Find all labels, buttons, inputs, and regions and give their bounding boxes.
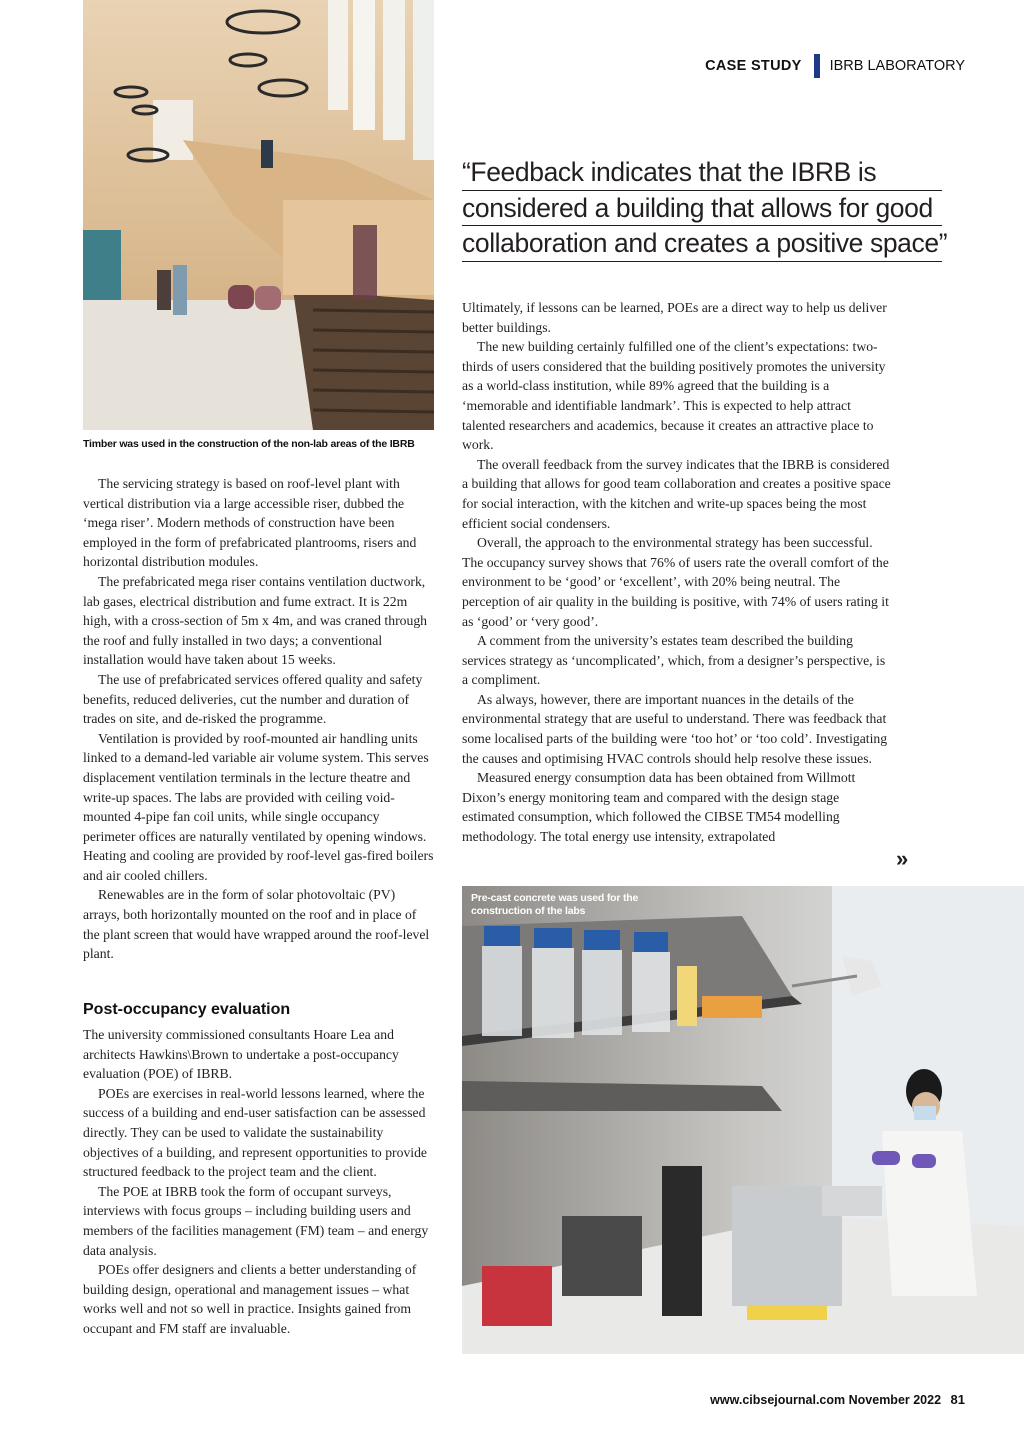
atrium-photo — [83, 0, 434, 430]
left-column — [83, 474, 435, 964]
lab-photo — [462, 886, 1024, 1354]
section-subheading: Post-occupancy evaluation — [83, 1001, 291, 1018]
body-paragraph: The overall feedback from the survey indicates that the IBRB is considered a building that allows for good team collaboration and creates a positive space for social interaction, with the kitchen and write-up spaces being the most efficient social condensers. — [462, 456, 891, 531]
body-paragraph: The prefabricated mega riser contains ventilation ductwork, lab gases, electrical distribution and fume extract. It is 22m high, with a cross-section of 5m x 4m, and was craned through the roof and fully installed in two days; a conventional installation would have taken about 15 weeks. — [83, 573, 428, 668]
pull-quote-line: “Feedback indicates that the IBRB is — [462, 155, 942, 191]
issue-date: November 2022 — [848, 1393, 942, 1407]
section-header — [705, 54, 965, 78]
body-paragraph: Ventilation is provided by roof-mounted air handling units linked to a demand-led variable air volume system. This serves displacement ventilation terminals in the lecture theatre and write-up spaces. The labs are provided with ceiling void-mounted 4-pipe fan coil units, while single occupancy perimeter offices are naturally ventilated by opening windows. Heating and cooling are provided by roof-level gas-fired boilers and air cooled chillers. — [83, 730, 434, 883]
topic-label: IBRB LABORATORY — [829, 58, 965, 74]
atrium-photo-caption: Timber was used in the construction of the non-lab areas of the IBRB — [83, 438, 415, 450]
body-paragraph: Overall, the approach to the environmental strategy has been successful. The occupancy survey shows that 76% of users rate the overall comfort of the environment to be ‘good’ or ‘excellent’, with 20% being neutral. The perception of air quality in the building is positive, with 74% of users rating it as ‘good’ or ‘very good’. — [462, 535, 889, 629]
body-paragraph: As always, however, there are important nuances in the details of the environmental strategy that are useful to understand. There was feedback that some localised parts of the building were ‘too hot’ or ‘too cold’. Investigating the causes and optimising HVAC controls should help resolve these issues. — [462, 691, 888, 766]
lab-photo-caption: Pre-cast concrete was used for the construction of the labs — [471, 892, 639, 917]
body-paragraph: Ultimately, if lessons can be learned, POEs are a direct way to help us deliver better buildings. — [462, 300, 887, 335]
header-divider — [814, 54, 820, 78]
journal-url: www.cibsejournal.com — [710, 1393, 846, 1407]
body-paragraph: The university commissioned consultants Hoare Lea and architects Hawkins\Brown to undertake a post-occupancy evaluation (POE) of IBRB. — [83, 1027, 399, 1082]
body-paragraph: The new building certainly fulfilled one of the client’s expectations: two-thirds of users considered that the building positively promotes the university as a world-class institution, while 89% agreed that the building is a ‘memorable and identifiable landmark’. This is expected to help attract talented researchers and academics, because it creates an attractive place to work. — [462, 339, 886, 453]
page-footer — [710, 1392, 965, 1407]
section-label: CASE STUDY — [705, 58, 802, 74]
page-number: 81 — [950, 1392, 965, 1407]
body-paragraph: A comment from the university’s estates team described the building services strategy as ‘uncomplicated’, which, from a designer’s perspective, is a compliment. — [462, 633, 886, 688]
pull-quote — [462, 155, 948, 262]
body-paragraph: The POE at IBRB took the form of occupant surveys, interviews with focus groups – including building users and members of the facilities management (FM) team – and energy data analysis. — [83, 1183, 429, 1258]
body-paragraph: Measured energy consumption data has been obtained from Willmott Dixon’s energy monitoring team and compared with the design stage estimated consumption, which followed the CIBSE TM54 modelling methodology. The total energy use intensity, extrapolated — [462, 770, 856, 845]
left-column-continued — [83, 1025, 435, 1339]
pull-quote-line: considered a building that allows for good — [462, 191, 942, 227]
body-paragraph: POEs offer designers and clients a better understanding of building design, operational and management issues – what works well and not so well in practice. Insights gained from occupant and FM staff are invaluable. — [83, 1262, 417, 1336]
body-paragraph: The servicing strategy is based on roof-level plant with vertical distribution via a large accessible riser, dubbed the ‘mega riser’. Modern methods of construction have been employed in the form of prefabricated plantrooms, risers and horizontal distribution modules. — [83, 476, 417, 570]
right-column — [462, 298, 892, 847]
body-paragraph: Renewables are in the form of solar photovoltaic (PV) arrays, both horizontally mounted on the roof and in place of the plant screen that would have wrapped around the roof-level plant. — [83, 887, 430, 962]
continue-arrow-icon: » — [896, 846, 909, 871]
pull-quote-line: collaboration and creates a positive space” — [462, 226, 942, 262]
body-paragraph: The use of prefabricated services offered quality and safety benefits, reduced deliveries, cut the number and duration of trades on site, and de-risked the programme. — [83, 671, 423, 727]
body-paragraph: POEs are exercises in real-world lessons learned, where the success of a building and end-user satisfaction can be assessed directly. They can be used to validate the sustainability objectives of a building, and represent opportunities to provide structured feedback to the project team and the client. — [83, 1085, 428, 1180]
